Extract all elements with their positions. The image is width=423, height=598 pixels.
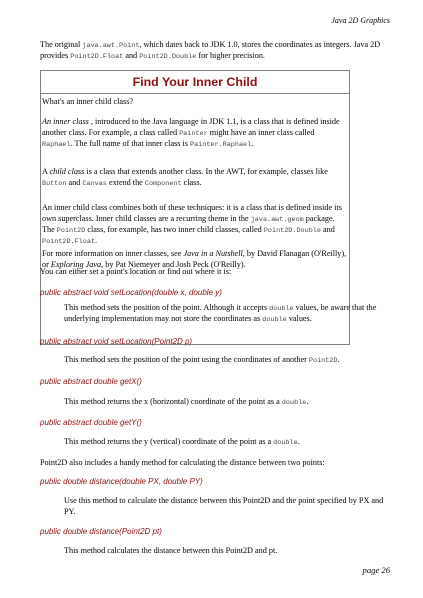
method-description: This method returns the x (horizontal) coordinate of the point as a double. (64, 397, 309, 407)
method-signature: public abstract void setLocation(double x, double y) (40, 288, 222, 297)
page-number: page 26 (362, 565, 390, 575)
method-description: Use this method to calculate the distance between this Point2D and the point specified by PX and PY. (64, 496, 384, 516)
code-span: Point2D.Float (42, 237, 96, 246)
code-span: double (262, 315, 287, 324)
code-span: java.awt.Point (82, 42, 140, 50)
code-span: Painter.Raphael (190, 140, 252, 149)
emphasis-span: Java in a Nutshell, (183, 249, 245, 258)
method-signature: public double distance(Point2D pt) (40, 527, 162, 536)
sidebar-paragraph: For more information on inner classes, see Java in a Nutshell, by David Flanagan (O'Reilly), or Exploring Java, by Pat Niemeyer and Josh Peck (O'Reilly). (42, 249, 347, 269)
code-span: Canvas (82, 179, 107, 188)
sidebar-paragraph: An inner class , introduced to the Java language in JDK 1.1, is a class that is defined inside another class. For example, a class called Painter might have an inner class called Raphael. The full name of that inner class is Painter.Raphael. (42, 117, 340, 149)
method-description: This method returns the y (vertical) coordinate of the point as a double. (64, 437, 300, 447)
sidebar-paragraph: What's an inner child class? (42, 97, 134, 106)
method-description: This method sets the position of the point. Although it accepts double values, be aware that the underlying implementation may not store the coordinates as double values. (64, 303, 377, 324)
sidebar-divider (41, 93, 349, 94)
sidebar-paragraph: A child class is a class that extends another class. In the AWT, for example, classes like Button and Canvas extend the Component class. (42, 167, 328, 188)
method-description: This method sets the position of the point using the coordinates of another Point2D. (64, 355, 340, 365)
method-signature: public abstract double getY() (40, 418, 142, 427)
code-span: double (273, 439, 298, 447)
code-span: Raphael (42, 140, 71, 149)
method-description: This method calculates the distance between this Point2D and pt. (64, 546, 278, 555)
code-span: java.awt.geom (250, 215, 304, 224)
emphasis-span: Exploring Java, (50, 259, 104, 269)
code-span: Point2D (56, 226, 86, 235)
code-span: Point2D (308, 357, 338, 365)
code-span: Point2D.Float (70, 52, 124, 61)
code-span: Point2D.Double (263, 226, 321, 235)
emphasis-span: An inner class (42, 117, 89, 126)
emphasis-span: child class (49, 167, 85, 176)
code-span: Component (144, 179, 182, 188)
code-span: double (269, 305, 294, 313)
method-signature: public abstract double getX() (40, 377, 142, 386)
sidebar-paragraph: An inner child class combines both of these techniques: it is a class that is defined inside its own superclass. Inner child classes are a recurring theme in the java.awt.geom package. The Point2D class, for example, has two inner child classes, called Point2D.Double and Point2D.Float. (42, 203, 342, 246)
intro-paragraph: The original java.awt.Point, which dates back to JDK 1.0, stores the coordinates as integers. Java 2D provides Point2D.Float and Point2D.Double for higher precision. (40, 40, 381, 61)
running-header: Java 2D Graphics (331, 16, 390, 25)
sidebar-title: Find Your Inner Child (132, 75, 258, 89)
body-paragraph: You can either set a point's location or find out where it is: (40, 267, 232, 276)
code-span: Point2D.Double (139, 52, 197, 61)
method-signature: public double distance(double PX, double PY) (40, 477, 203, 486)
code-span: double (281, 399, 307, 407)
code-span: Painter (179, 129, 208, 138)
body-paragraph: Point2D also includes a handy method for calculating the distance between two points: (40, 458, 325, 467)
method-signature: public abstract void setLocation(Point2D p) (40, 337, 193, 346)
code-span: Button (42, 179, 67, 188)
